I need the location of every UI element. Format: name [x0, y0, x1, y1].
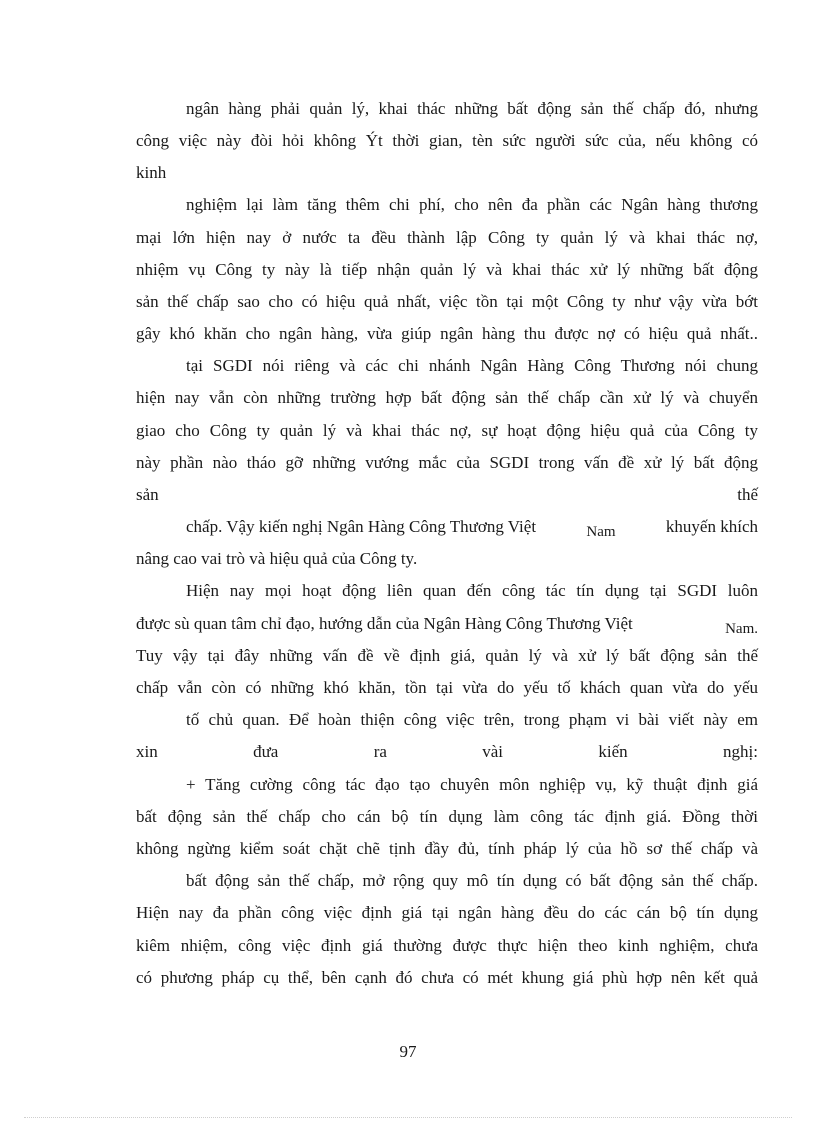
paragraph-line: ngân hàng phải quản lý, khai thác những bất động sản thế chấp đó, nhưng — [186, 99, 758, 118]
paragraph-line: + Tăng cường công tác đạo tạo chuyên môn nghiệp vụ, kỹ thuật định giá — [186, 775, 758, 794]
paragraph-line: này phần nào tháo gỡ những vướng mắc của SGDI trong vấn đề xử lý bất động — [136, 453, 758, 472]
paragraph-line: Hiện nay mọi hoạt động liên quan đến công tác tín dụng tại SGDI luôn — [186, 581, 758, 600]
nam-word: Nam. — [725, 621, 758, 637]
line-text: chấp. Vậy kiến nghị Ngân Hàng Công Thương Việt — [186, 517, 537, 536]
paragraph-line: hiện nay vẫn còn những trường hợp bất động sản thế chấp cần xử lý và chuyển — [136, 388, 758, 407]
paragraph-line: tố chủ quan. Để hoàn thiện công việc trên, trong phạm vi bài viết này em — [186, 710, 758, 729]
spread-word: ra — [373, 742, 387, 761]
paragraph-line — [186, 516, 758, 538]
footer-divider — [24, 1117, 792, 1118]
line-text: khuyến khích — [665, 517, 758, 536]
paragraph-line: nhiệm vụ Công ty này là tiếp nhận quản lý và khai thác xử lý những bất động — [136, 260, 758, 279]
spread-word: sản — [136, 485, 159, 504]
spread-word: thế — [737, 485, 758, 504]
spread-line — [136, 741, 758, 763]
paragraph-line: giao cho Công ty quản lý và khai thác nợ, sự hoạt động hiệu quả của Công ty — [136, 421, 758, 440]
page-number: 97 — [399, 1042, 417, 1061]
spread-word: vài — [482, 742, 504, 761]
paragraph-line: mại lớn hiện nay ở nước ta đều thành lập Công ty quản lý và khai thác nợ, — [136, 228, 758, 247]
paragraph-line: bất động sản thế chấp, mở rộng quy mô tín dụng có bất động sản thế chấp. — [186, 871, 758, 890]
paragraph-line: gây khó khăn cho ngân hàng, vừa giúp ngân hàng thu được nợ có hiệu quả nhất.. — [136, 324, 758, 343]
spread-word: kiến — [598, 742, 628, 761]
line-text: được sù quan tâm chỉ đạo, hướng dẫn của Ngân Hàng Công Thương Việt — [136, 614, 633, 633]
paragraph-line: tại SGDI nói riêng và các chi nhánh Ngân Hàng Công Thương nói chung — [186, 356, 758, 375]
paragraph-line: Tuy vậy tại đây những vấn đề về định giá, quản lý và xử lý bất động sản thế — [136, 646, 758, 665]
paragraph-line — [136, 613, 758, 635]
paragraph-line: kiêm nhiệm, công việc định giá thường được thực hiện theo kinh nghiệm, chưa — [136, 936, 758, 955]
spread-word: nghị: — [723, 742, 758, 761]
spread-word: đưa — [253, 742, 279, 761]
paragraph-line: công việc này đòi hỏi không Ýt thời gian, tèn sức người sức của, nếu không có — [136, 131, 758, 150]
paragraph-line: kinh — [136, 163, 167, 182]
paragraph-line: có phương pháp cụ thể, bên cạnh đó chưa có mét khung giá phù hợp nên kết quả — [136, 968, 758, 987]
paragraph-line: chấp vẫn còn có những khó khăn, tồn tại vừa do yếu tố khách quan vừa do yếu — [136, 678, 758, 697]
spread-word: xin — [136, 742, 158, 761]
paragraph-line: sản thế chấp sao cho có hiệu quả nhất, việc tồn tại một Công ty như vậy vừa bớt — [136, 292, 758, 311]
paragraph-line: không ngừng kiểm soát chặt chẽ tịnh đầy đủ, tính pháp lý của hồ sơ thế chấp và — [136, 839, 758, 858]
spread-line — [136, 484, 758, 506]
paragraph-line: Hiện nay đa phần công việc định giá tại ngân hàng đều do các cán bộ tín dụng — [136, 903, 758, 922]
paragraph-line: nâng cao vai trò và hiệu quả của Công ty. — [136, 549, 418, 568]
paragraph-line: nghiệm lại làm tăng thêm chi phí, cho nên đa phần các Ngân hàng thương — [186, 195, 758, 214]
nam-word: Nam — [586, 524, 616, 540]
paragraph-line: bất động sản thế chấp cho cán bộ tín dụng làm công tác định giá. Đồng thời — [136, 807, 758, 826]
